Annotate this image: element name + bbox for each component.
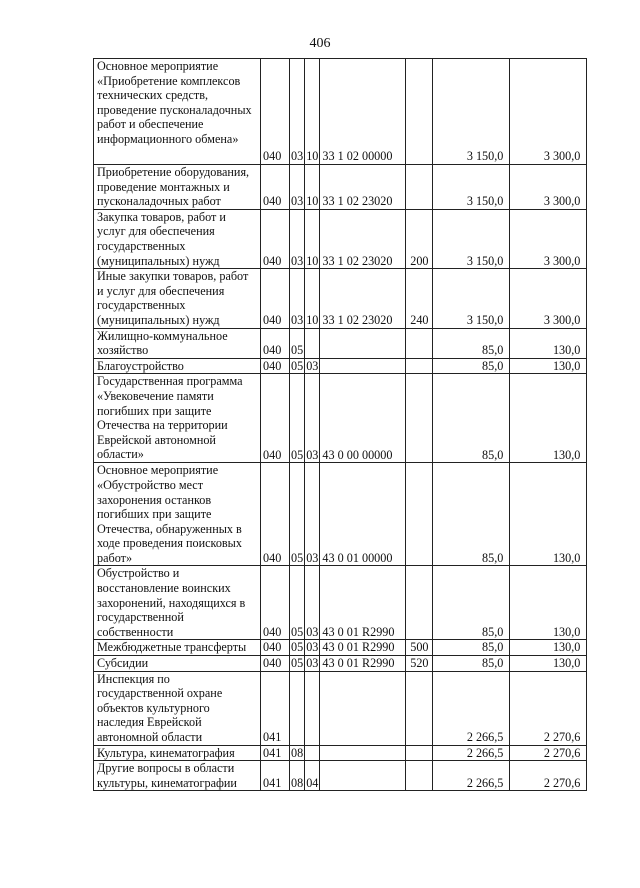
expense-type-cell: 200	[406, 209, 433, 268]
target-article-cell	[320, 745, 406, 761]
amount-year2-cell: 3 300,0	[510, 165, 587, 210]
org-code-cell: 041	[261, 761, 290, 791]
target-article-cell: 43 0 01 R2990	[320, 566, 406, 640]
section-code-cell: 05	[290, 566, 305, 640]
expense-type-cell	[406, 328, 433, 358]
section-code-cell	[290, 671, 305, 745]
subsection-code-cell: 03	[305, 463, 320, 566]
amount-year1-cell: 2 266,5	[433, 671, 510, 745]
org-code-cell: 040	[261, 374, 290, 463]
section-code-cell: 05	[290, 463, 305, 566]
subsection-code-cell: 03	[306, 656, 319, 671]
expense-type-cell	[406, 745, 433, 761]
subsection-code-cell: 10	[305, 165, 320, 210]
row-name-cell: Приобретение оборудования, проведение монтажных и пусконаладочных работ	[94, 165, 261, 210]
subsection-code-cell	[305, 671, 320, 745]
section-code-cell: 03	[290, 59, 305, 165]
org-code-cell: 041	[261, 745, 290, 761]
amount-year1-cell: 3 150,0	[433, 269, 510, 328]
amount-year1-cell: 85,0	[433, 358, 510, 374]
org-code-cell: 040	[261, 566, 290, 640]
table-row	[94, 671, 587, 745]
subsection-code-cell: 04	[305, 761, 320, 791]
amount-year1-cell: 85,0	[433, 374, 510, 463]
section-code-cell: 08	[291, 745, 304, 760]
table-row	[94, 59, 587, 165]
amount-year2-cell: 3 300,0	[510, 59, 587, 165]
subsection-code-cell: 03	[305, 566, 320, 640]
row-name-cell: Основное мероприятие «Обустройство мест захоронения останков погибших при защите Отечества, обнаруженных в ходе проведения поисковых работ»	[94, 463, 261, 566]
amount-year1-cell: 3 150,0	[433, 59, 510, 165]
row-name-cell: Другие вопросы в области культуры, кинематографии	[94, 761, 261, 791]
subsection-code-cell: 03	[306, 640, 319, 655]
amount-year1-cell: 85,0	[433, 328, 510, 358]
target-article-cell: 43 0 01 R2990	[320, 640, 406, 656]
subsection-code-cell: 03	[306, 358, 319, 373]
amount-year1-cell: 2 266,5	[433, 761, 510, 791]
target-article-cell: 33 1 02 23020	[320, 165, 406, 210]
amount-year1-cell: 3 150,0	[433, 209, 510, 268]
section-code-cell: 03	[290, 209, 305, 268]
target-article-cell	[320, 328, 406, 358]
subsection-code-cell: 10	[305, 269, 320, 328]
amount-year2-cell: 2 270,6	[510, 761, 587, 791]
table-row	[94, 328, 587, 358]
row-name-cell: Основное мероприятие «Приобретение комплексов технических средств, проведение пусконаладочных работ и обеспечение информационного обмена»	[94, 59, 261, 165]
amount-year2-cell: 130,0	[510, 374, 587, 463]
target-article-cell	[320, 761, 406, 791]
expense-type-cell	[406, 463, 433, 566]
expense-type-cell	[406, 165, 433, 210]
row-name-cell: Жилищно-коммунальное хозяйство	[94, 328, 261, 358]
org-code-cell: 040	[261, 463, 290, 566]
amount-year2-cell: 130,0	[510, 640, 587, 656]
page-number: 406	[309, 36, 331, 51]
row-name-cell: Обустройство и восстановление воинских захоронений, находящихся в государственной собственности	[94, 566, 261, 640]
amount-year1-cell: 85,0	[433, 463, 510, 566]
budget-table	[93, 58, 587, 791]
section-code-cell: 03	[290, 165, 305, 210]
expense-type-cell	[406, 761, 433, 791]
target-article-cell: 43 0 01 R2990	[320, 656, 406, 672]
section-code-cell: 05	[290, 374, 305, 463]
table-row	[94, 566, 587, 640]
table-row	[94, 165, 587, 210]
table-row	[94, 745, 587, 761]
amount-year2-cell: 130,0	[510, 656, 587, 672]
amount-year2-cell: 2 270,6	[510, 671, 587, 745]
org-code-cell: 040	[261, 358, 290, 374]
section-code-cell: 05	[291, 640, 304, 655]
target-article-cell: 33 1 02 23020	[320, 269, 406, 328]
expense-type-cell	[406, 566, 433, 640]
amount-year2-cell: 130,0	[510, 463, 587, 566]
expense-type-cell: 240	[406, 269, 433, 328]
section-code-cell: 05	[290, 328, 305, 358]
table-row	[94, 761, 587, 791]
target-article-cell: 33 1 02 00000	[320, 59, 406, 165]
row-name-cell: Субсидии	[94, 656, 261, 672]
section-code-cell: 03	[290, 269, 305, 328]
amount-year1-cell: 3 150,0	[433, 165, 510, 210]
amount-year2-cell: 130,0	[510, 328, 587, 358]
expense-type-cell	[406, 374, 433, 463]
expense-type-cell: 520	[406, 656, 433, 672]
org-code-cell: 040	[261, 269, 290, 328]
org-code-cell: 040	[261, 656, 290, 672]
row-name-cell: Закупка товаров, работ и услуг для обеспечения государственных (муниципальных) нужд	[94, 209, 261, 268]
amount-year2-cell: 2 270,6	[510, 745, 587, 761]
target-article-cell	[320, 671, 406, 745]
table-row	[94, 463, 587, 566]
target-article-cell: 43 0 01 00000	[320, 463, 406, 566]
expense-type-cell	[406, 358, 433, 374]
org-code-cell: 040	[261, 209, 290, 268]
table-body	[94, 59, 587, 791]
target-article-cell: 33 1 02 23020	[320, 209, 406, 268]
row-name-cell: Межбюджетные трансферты	[94, 640, 261, 656]
amount-year2-cell: 3 300,0	[510, 269, 587, 328]
target-article-cell	[320, 358, 406, 374]
expense-type-cell	[406, 671, 433, 745]
table-row	[94, 358, 587, 374]
org-code-cell: 040	[261, 328, 290, 358]
subsection-code-cell: 03	[305, 374, 320, 463]
amount-year2-cell: 3 300,0	[510, 209, 587, 268]
section-code-cell: 05	[291, 656, 304, 671]
table-row	[94, 209, 587, 268]
row-name-cell: Иные закупки товаров, работ и услуг для обеспечения государственных (муниципальных) нужд	[94, 269, 261, 328]
expense-type-cell	[406, 59, 433, 165]
table-row	[94, 640, 587, 656]
org-code-cell: 040	[261, 165, 290, 210]
target-article-cell: 43 0 00 00000	[320, 374, 406, 463]
org-code-cell: 040	[261, 640, 290, 656]
section-code-cell: 05	[291, 358, 304, 373]
table-row	[94, 656, 587, 672]
row-name-cell: Благоустройство	[94, 358, 261, 374]
subsection-code-cell	[305, 745, 320, 761]
subsection-code-cell	[305, 328, 320, 358]
org-code-cell: 040	[261, 59, 290, 165]
amount-year1-cell: 2 266,5	[433, 745, 510, 761]
amount-year1-cell: 85,0	[433, 640, 510, 656]
org-code-cell: 041	[261, 671, 290, 745]
table-row	[94, 269, 587, 328]
section-code-cell: 08	[290, 761, 305, 791]
expense-type-cell: 500	[406, 640, 433, 656]
amount-year1-cell: 85,0	[433, 566, 510, 640]
amount-year2-cell: 130,0	[510, 566, 587, 640]
row-name-cell: Инспекция по государственной охране объектов культурного наследия Еврейской автономной области	[94, 671, 261, 745]
row-name-cell: Государственная программа «Увековечение памяти погибших при защите Отечества на территории Еврейской автономной области»	[94, 374, 261, 463]
subsection-code-cell: 10	[305, 59, 320, 165]
subsection-code-cell: 10	[305, 209, 320, 268]
table-row	[94, 374, 587, 463]
amount-year1-cell: 85,0	[433, 656, 510, 672]
row-name-cell: Культура, кинематография	[94, 745, 261, 761]
amount-year2-cell: 130,0	[510, 358, 587, 374]
